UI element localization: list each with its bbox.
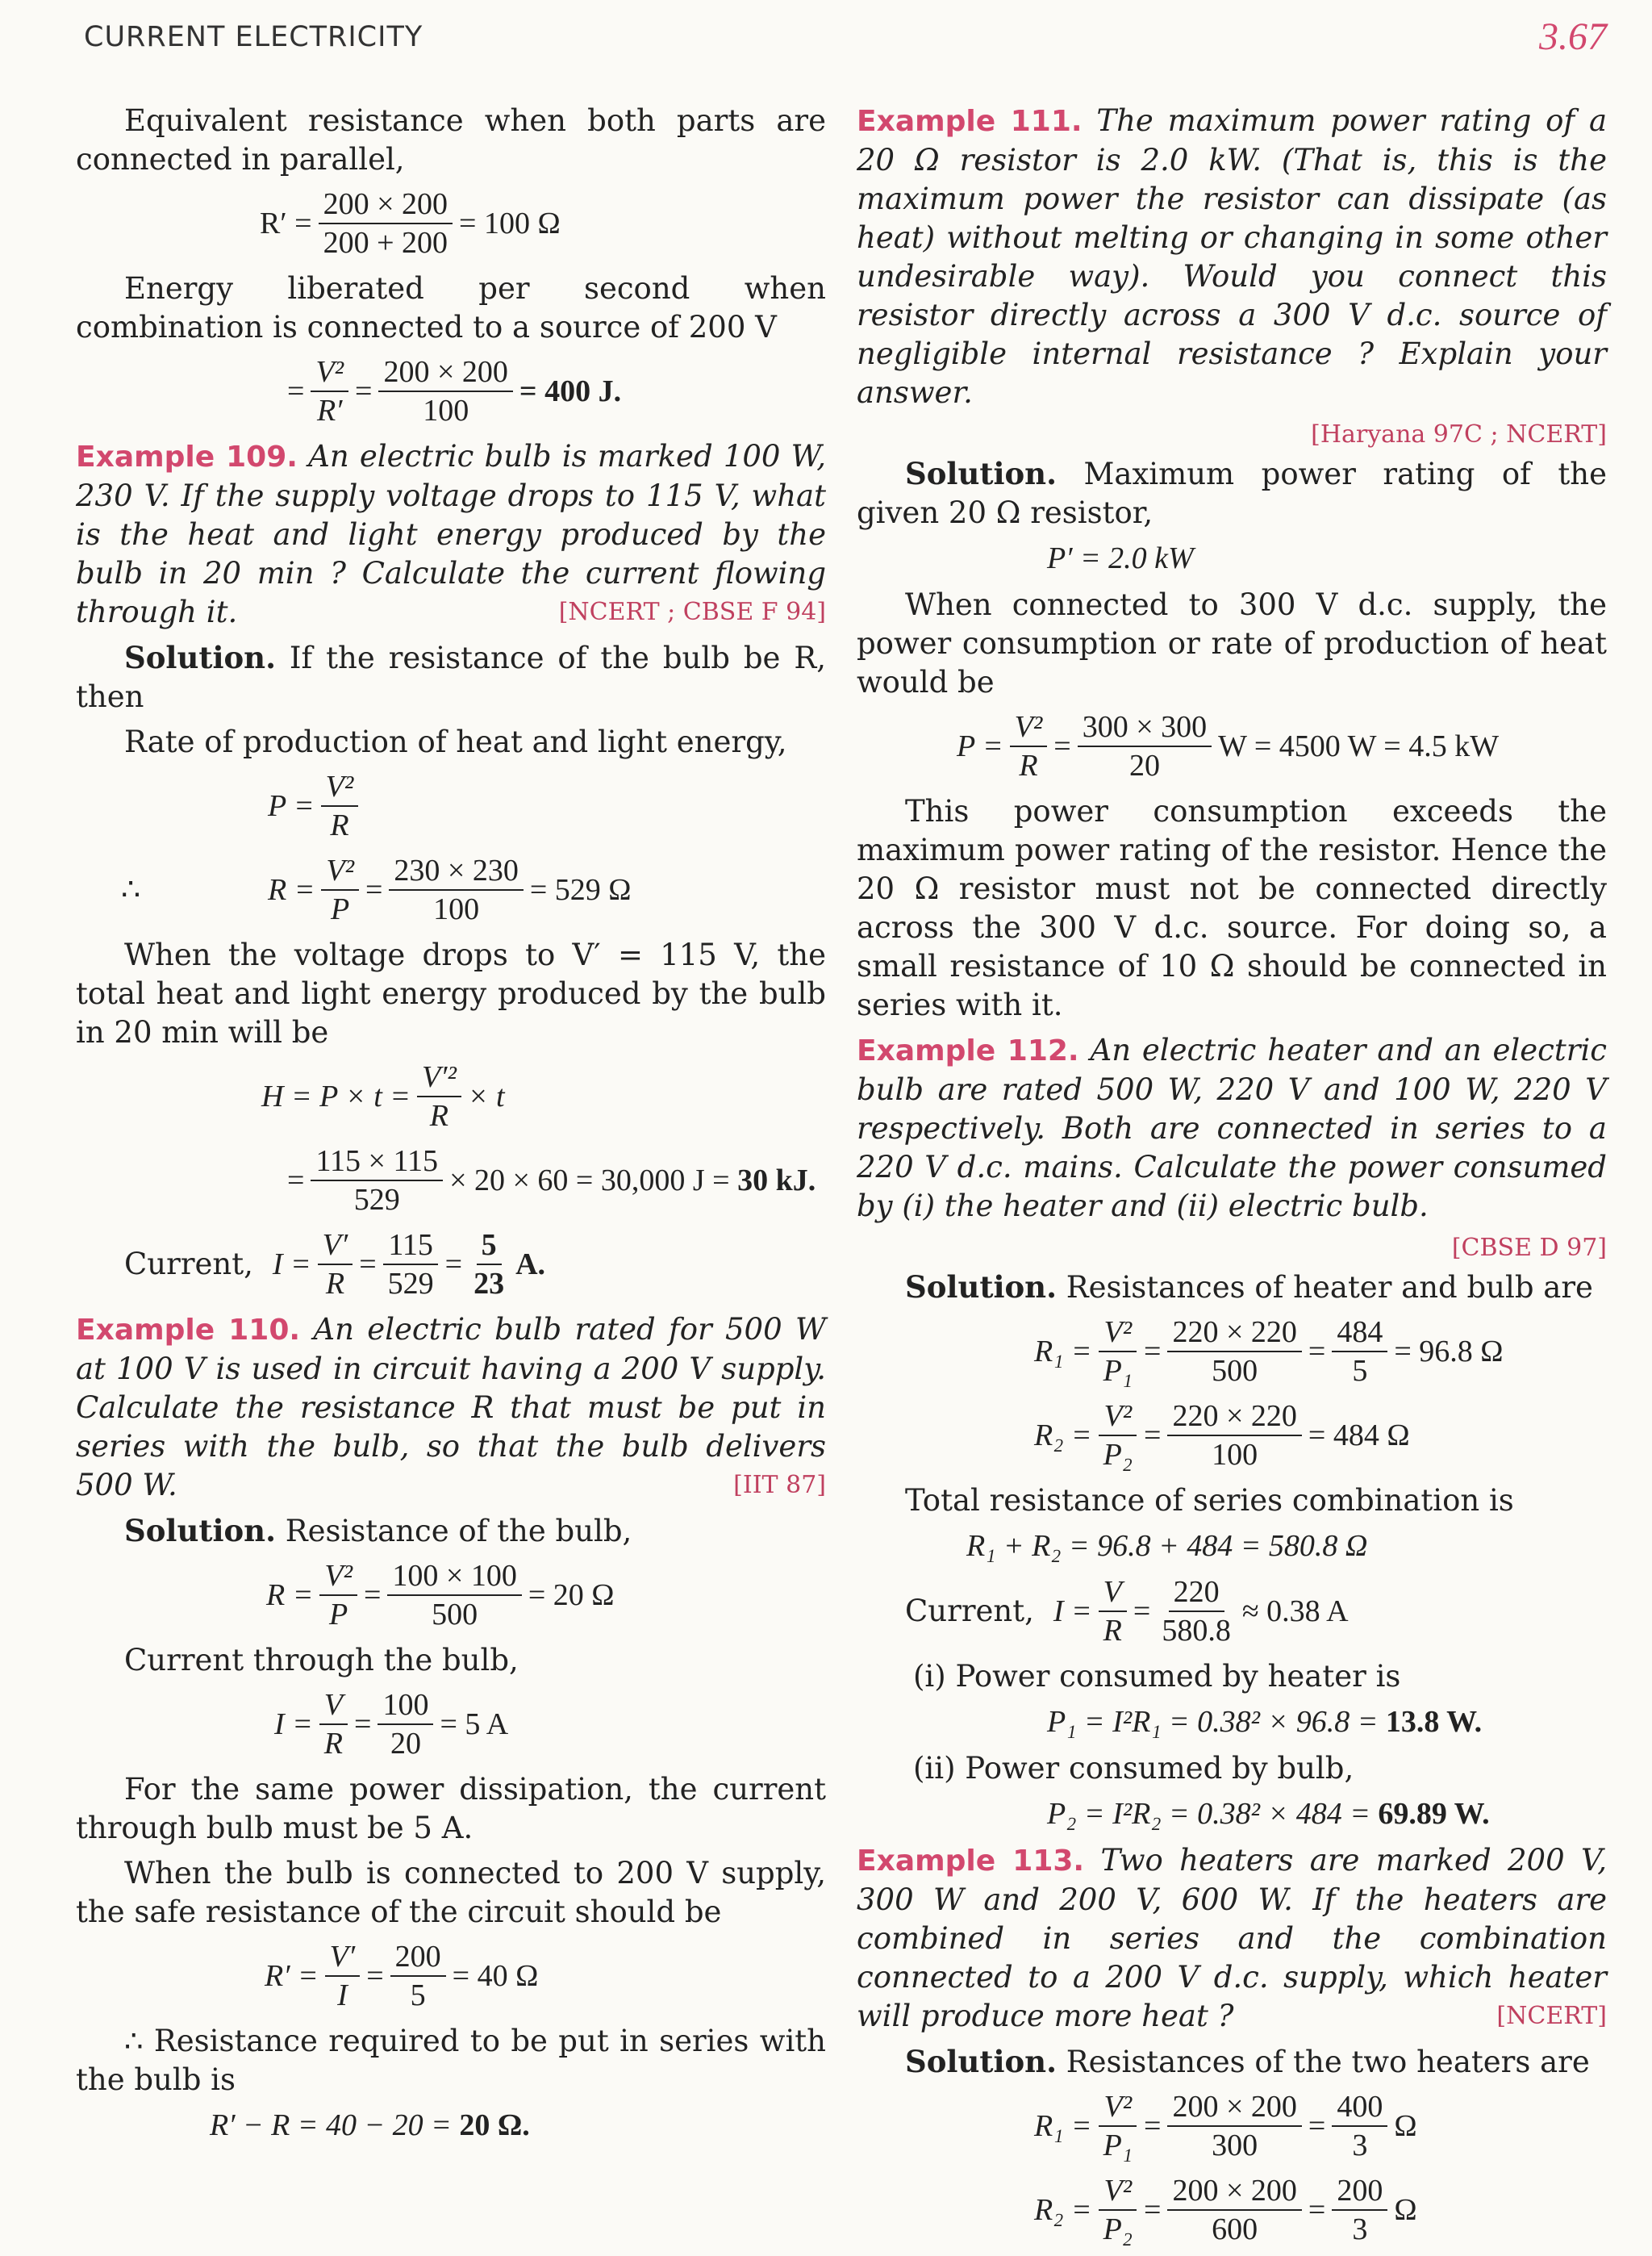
example-title: Example 110. (76, 1314, 301, 1347)
paragraph: When the voltage drops to V′ = 115 V, the total heat and light energy produced by the bulb in 20 min will be (76, 938, 826, 1050)
paragraph: This power consumption exceeds the maximum power rating of the resistor. Hence the 20 Ω resistor must not be connected directly across the 300 V d.c. source. For doing so, a small resistance of 10 Ω should be connected in series with it. (857, 794, 1607, 1022)
paragraph: Rate of production of heat and light energy, (124, 725, 787, 759)
right-column (857, 102, 1607, 2256)
example-title: Example 111. (857, 105, 1083, 138)
running-header-section: CURRENT ELECTRICITY (84, 21, 423, 53)
example-title: Example 112. (857, 1034, 1079, 1067)
source-tag: [CBSE D 97] (1451, 1234, 1607, 1262)
example-112: Example 112. An electric heater and an electric bulb are rated 500 W, 220 V and 100 W, 220 V respectively. Both are connected in series to a 220 V d.c. mains. Calculate the power consumed by (i) the heater and (ii) electric bulb. (857, 1033, 1607, 1223)
equation: R₁ + R₂ = 96.8 + 484 = 580.8 Ω (966, 1529, 1368, 1563)
paragraph: When connected to 300 V d.c. supply, the power consumption or rate of production of heat would be (857, 587, 1607, 700)
equation: R′ = $\frac{V'}{I}$ = $\frac{200}{5}$ = 40 Ω (265, 1940, 539, 2012)
solution: Solution. If the resistance of the bulb be R, then (76, 640, 826, 714)
paragraph: ∴ Resistance required to be put in series with the bulb is (76, 2024, 826, 2097)
equation: H = P × t = $\frac{\text{V′²}}{R}$ × t (261, 1060, 505, 1133)
source-tag: [Haryana 97C ; NCERT] (1311, 420, 1607, 449)
left-column (76, 102, 826, 2153)
paragraph: Equivalent resistance when both parts are connected in parallel, (76, 103, 826, 177)
solution: Solution. Maximum power rating of the given 20 Ω resistor, (857, 456, 1607, 530)
example-113: Example 113. Two heaters are marked 200 V, 300 W and 200 V, 600 W. If the heaters are combined in series and the combination connected to a 200 V d.c. supply, which heater will produce more heat ? [NCERT] (857, 1841, 1607, 2036)
equation: = $\frac{\text{V²}}{R'}$ = $\frac{200 \times 200}{100}$ = 400 J. (287, 355, 622, 428)
equation: Current, I = $\frac{V}{R}$ = $\frac{220}{580.8}$ ≈ 0.38 A (905, 1575, 1349, 1648)
paragraph: Total resistance of series combination is (905, 1483, 1514, 1518)
equation: R′ − R = 40 − 20 = 20 Ω. (210, 2108, 530, 2142)
paragraph: Current through the bulb, (124, 1643, 519, 1677)
equation: P = $\frac{\text{V²}}{R}$ = $\frac{300 \times 300}{20}$ W = 4500 W = 4.5 kW (957, 710, 1500, 783)
solution: Solution. Resistances of heater and bulb are (905, 1269, 1593, 1305)
equation: P = $\frac{\text{V²}}{R}$ (76, 768, 826, 844)
paragraph: When the bulb is connected to 200 V supply, the safe resistance of the circuit should be (76, 1856, 826, 1929)
example-110: Example 110. An electric bulb rated for 500 W at 100 V is used in circuit having a 200 V supply. Calculate the resistance R that must be put in series with the bulb, so that the bulb delivers 500 W. [IIT 87] (76, 1310, 826, 1505)
equation: ∴ R = $\frac{\text{V²}}{P}$ = $\frac{230 \times 230}{100}$ = 529 Ω (121, 854, 632, 926)
paragraph: Energy liberated per second when combination is connected to a source of 200 V (76, 271, 826, 345)
equation: = $\frac{115 \times 115}{529}$ × 20 × 60 = 30,000 J = 30 kJ. (287, 1144, 816, 1217)
equation: P′ = 2.0 kW (1047, 541, 1194, 575)
equation: R₂ = $\frac{\text{V²}}{\text{P₂}}$ = $\frac{220 \times 220}{100}$ = 484 Ω (1034, 1399, 1410, 1472)
page-number: 3.67 (1539, 15, 1607, 58)
paragraph: (ii) Power consumed by bulb, (913, 1751, 1354, 1786)
equation: R₂ = $\frac{\text{V²}}{\text{P₂}}$ = $\frac{200 \times 200}{600}$ = $\frac{200}{3}$ Ω (1034, 2174, 1417, 2246)
solution: Solution. Resistances of the two heaters are (905, 2044, 1590, 2079)
equation: Current, I = $\frac{V'}{R}$ = $\frac{115}{529}$ = $\frac{5}{23}$ A. (124, 1228, 546, 1301)
solution: Solution. Resistance of the bulb, (124, 1513, 632, 1548)
source-tag: [IIT 87] (733, 1471, 826, 1499)
source-tag: [NCERT ; CBSE F 94] (558, 598, 826, 626)
example-title: Example 109. (76, 441, 298, 474)
example-title: Example 113. (857, 1844, 1085, 1878)
equation: R′ = $\frac{200 \times 200}{200 + 200}$ = 100 Ω (260, 187, 561, 260)
equation: I = $\frac{V}{R}$ = $\frac{100}{20}$ = 5 A (274, 1688, 509, 1761)
equation: P₂ = I²R₂ = 0.38² × 484 = 69.89 W. (1047, 1797, 1490, 1831)
equation: R = $\frac{\text{V²}}{P}$ = $\frac{100 \times 100}{500}$ = 20 Ω (266, 1559, 615, 1631)
source-tag: [NCERT] (1496, 2002, 1607, 2030)
paragraph: (i) Power consumed by heater is (913, 1659, 1401, 1694)
example-111: Example 111. The maximum power rating of a 20 Ω resistor is 2.0 kW. (That is, this is the maximum power the resistor can dissipate (as heat) without melting or changing in some other undesirable way). Would you connect this resistor directly across a 300 V d.c. source of negligible internal resistance ? Explain your answer. (857, 103, 1608, 410)
equation: R₁ = $\frac{\text{V²}}{\text{P₁}}$ = $\frac{200 \times 200}{300}$ = $\frac{400}{3}$ Ω (1034, 2090, 1417, 2162)
example-109: Example 109. An electric bulb is marked 100 W, 230 V. If the supply voltage drops to 115 V, what is the heat and light energy produced by the bulb in 20 min ? Calculate the current flowing through it. [NCERT ; CBSE F 94] (76, 437, 826, 632)
equation: R₁ = $\frac{\text{V²}}{\text{P₁}}$ = $\frac{220 \times 220}{500}$ = $\frac{484}{5}$ = 96.8 Ω (1034, 1315, 1504, 1388)
paragraph: For the same power dissipation, the current through bulb must be 5 A. (76, 1772, 826, 1845)
equation: P₁ = I²R₁ = 0.38² × 96.8 = 13.8 W. (1047, 1705, 1483, 1739)
